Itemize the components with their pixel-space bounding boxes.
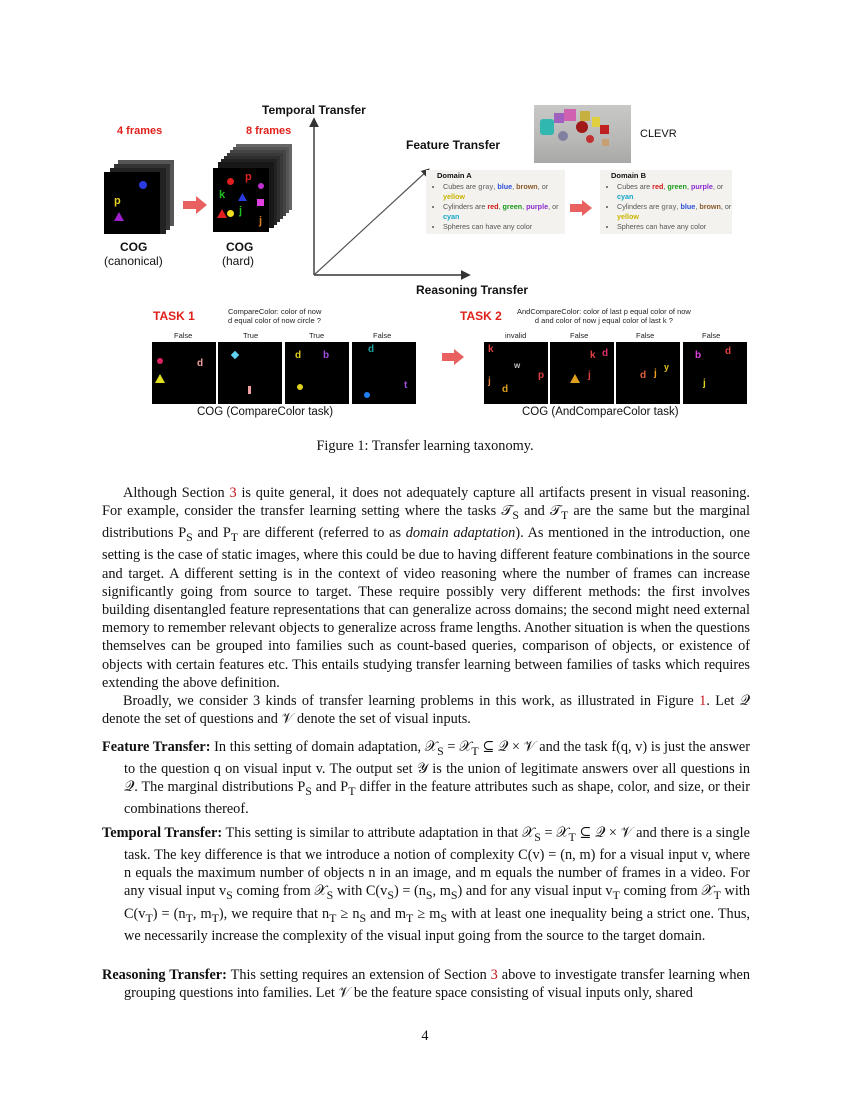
figure-caption: Figure 1: Transfer learning taxonomy. bbox=[316, 438, 534, 454]
reasoning-transfer-heading: Reasoning Transfer: bbox=[102, 967, 227, 983]
domain-a-title: Domain A bbox=[437, 171, 472, 180]
task1-frame-2 bbox=[218, 342, 282, 404]
task2-answer-3: False bbox=[636, 331, 655, 340]
domain-b-list bbox=[600, 182, 732, 232]
domain-b-title: Domain B bbox=[611, 171, 647, 180]
domain-rule-item: • Cylinders are red, green, purple, or cyan bbox=[443, 202, 565, 222]
task2-frame-1: k w j p d bbox=[484, 342, 548, 404]
task1-answer-1: False bbox=[174, 331, 193, 340]
feature-transfer-heading: Feature Transfer: bbox=[102, 739, 211, 755]
domain-rule-item: • Spheres can have any color bbox=[617, 222, 732, 232]
reasoning-transfer-definition: Reasoning Transfer: This setting requires an extension of Section 3 above to investigate transfer learning when grouping questions into families. Let 𝒱 be the feature space consisting of visual inputs only, shared bbox=[102, 967, 750, 1002]
task2-answer-2: False bbox=[570, 331, 589, 340]
task2-frame-2: k d j bbox=[550, 342, 614, 404]
paragraph-2: Broadly, we consider 3 kinds of transfer learning problems in this work, as illustrated in Figure 1. Let 𝒬 denote the set of questions and 𝒱 denote the set of visual inputs. bbox=[102, 693, 750, 728]
figure-ref-link[interactable]: 1 bbox=[699, 693, 707, 709]
page-number: 4 bbox=[421, 1028, 429, 1044]
cog-hard-subtitle: (hard) bbox=[222, 254, 255, 268]
domain-rule-item: • Spheres can have any color bbox=[443, 222, 565, 232]
cog-canonical-frames: 4 frames bbox=[117, 125, 163, 137]
clevr-label: CLEVR bbox=[640, 128, 677, 140]
task2-frame-3: d j y bbox=[616, 342, 680, 404]
domain-a-list bbox=[426, 182, 565, 232]
task2-question: AndCompareColor: color of last p equal color of now d and color of now j equal color of last k ? bbox=[517, 307, 691, 325]
cog-hard-title: COG bbox=[226, 240, 254, 254]
temporal-transfer-definition: Temporal Transfer: This setting is similar to attribute adaptation in that 𝒳$_S$ = 𝒳$_T$ ⊆ 𝒬 × 𝒱 and there is a single task. The key difference is that we introduce a notion of complexity C(v) = (n, m) for a visual input v, where n equals the maximum number of objects n in an image, and m equals the number of frames in a video. For any visual input $v_S$ coming from 𝒳$_S$ with $C(v_S) = (n_S$, $m_S$) and for any visual input $v_T$ coming from 𝒳$_T$ with $C(v_T) = (n_T$, $m_T$), we require that $n_T \ge n_S$ and $m_T \ge m_S$ with at least one inequality being a strict one. Thus, we necessarily increase the complexity of the visual input going from the source to the target domain. bbox=[102, 825, 750, 944]
task1-frame-3: d b bbox=[285, 342, 349, 404]
right-arrow-icon bbox=[183, 196, 207, 214]
task1-frame-4: d t bbox=[352, 342, 416, 404]
temporal-transfer-label: Temporal Transfer bbox=[262, 103, 366, 117]
task2-frame-4: b d j bbox=[683, 342, 747, 404]
domain-rule-item: • Cylinders are gray, blue, brown, or yellow bbox=[617, 202, 732, 222]
task2-label: TASK 2 bbox=[460, 309, 502, 323]
right-arrow-icon bbox=[442, 349, 464, 365]
paragraph-1: Although Section 3 is quite general, it does not adequately capture all artifacts present in visual reasoning. For example, consider the transfer learning setting where the tasks 𝒯$_S$ and 𝒯$_T$ are the same but the marginal distributions $P_S$ and $P_T$ are different (referred to as domain adaptation). As mentioned in the introduction, one setting is the case of static images, where this could be due to having different feature combinations in the source and target. A different setting is in the context of video reasoning where the number of frames can increase significantly going from source to target. These require possibly very different methods: the first involves building disentangled feature representations that can generalize across domains; the second might need external memory to remember relevant objects to generalize across frame lengths. Another situation is when the questions themselves can be grouped into families such as count-based queries, comparison of objects, or existence of objects with certain features etc. This entails studying transfer learning between families of tasks which requires extending the above definition. bbox=[102, 485, 751, 691]
feature-transfer-definition: Feature Transfer: In this setting of domain adaptation, 𝒳$_S$ = 𝒳$_T$ ⊆ 𝒬 × 𝒱 and the task f(q, v) is just the answer to the question q on visual input v. The output set 𝒴 is the union of legitimate answers over all questions in 𝒬. The marginal distributions $P_S$ and $P_T$ differ in the feature attributes such as shape, color, and size, or their combinations thereof. bbox=[102, 739, 751, 818]
clevr-image bbox=[534, 105, 631, 163]
cog-canonical-title: COG bbox=[120, 240, 148, 254]
domain-a-box bbox=[426, 170, 565, 234]
task1-answer-2: True bbox=[243, 331, 259, 340]
section-ref-link[interactable]: 3 bbox=[229, 485, 237, 501]
task1-answer-4: False bbox=[373, 331, 392, 340]
domain-rule-item: • Cubes are red, green, purple, or cyan bbox=[617, 182, 732, 202]
right-arrow-icon bbox=[570, 200, 592, 216]
feature-transfer-label: Feature Transfer bbox=[406, 138, 501, 152]
task1-label: TASK 1 bbox=[153, 309, 195, 323]
domain-rule-item: • Cubes are gray, blue, brown, or yellow bbox=[443, 182, 565, 202]
section-ref-link[interactable]: 3 bbox=[490, 967, 498, 983]
task1-answer-3: True bbox=[309, 331, 325, 340]
task1-caption: COG (CompareColor task) bbox=[197, 406, 334, 418]
task2-answer-1: invalid bbox=[505, 331, 527, 340]
task1-question: CompareColor: color of now d equal color of now circle ? bbox=[228, 307, 322, 325]
cog-canonical-subtitle: (canonical) bbox=[104, 254, 163, 268]
temporal-transfer-heading: Temporal Transfer: bbox=[102, 825, 223, 841]
domain-b-box bbox=[600, 170, 732, 234]
reasoning-transfer-label: Reasoning Transfer bbox=[416, 283, 529, 297]
task1-frame-1: d bbox=[152, 342, 216, 404]
task2-caption: COG (AndCompareColor task) bbox=[522, 406, 679, 418]
cog-hard-frames: 8 frames bbox=[246, 125, 292, 137]
task2-answer-4: False bbox=[702, 331, 721, 340]
